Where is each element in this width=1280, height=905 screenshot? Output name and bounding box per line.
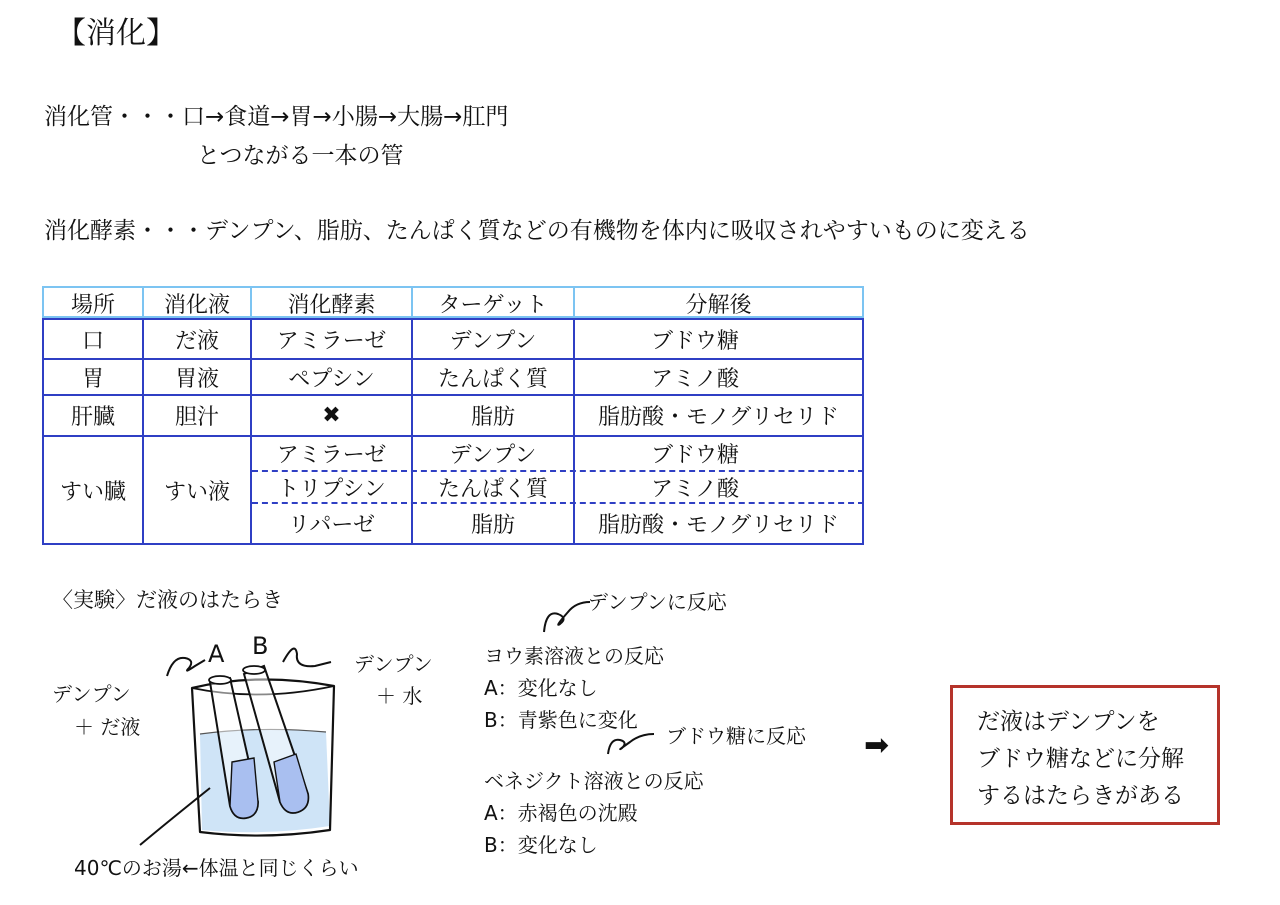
table-cell-target: 脂肪	[470, 513, 515, 538]
table-cell-target: 脂肪	[470, 405, 515, 430]
iodine-title: ヨウ素溶液との反応	[484, 644, 664, 668]
enzyme-definition: 消化酵素・・・デンプン、脂肪、たんぱく質などの有機物を体内に吸収されやすいものに変える	[44, 218, 1030, 244]
table-cell-product: アミノ酸	[650, 476, 739, 502]
table-cell-product: 脂肪酸・モノグリセリド	[598, 513, 839, 538]
table-cell-place: すい臓	[59, 479, 126, 505]
right-label-starch: デンプン	[354, 652, 433, 676]
table-cell-enzyme: ペプシン	[288, 366, 375, 392]
table-cell-enzyme: アミラーゼ	[276, 443, 387, 468]
header-target: ターゲット	[438, 292, 548, 318]
right-arrow-icon: ➡	[864, 728, 890, 763]
table-cell-product: アミノ酸	[650, 366, 739, 392]
table-cell-target: デンプン	[449, 328, 537, 354]
none-mark-icon: ✖	[322, 403, 341, 428]
table-cell-target: たんぱく質	[437, 366, 548, 392]
header-place: 場所	[70, 292, 115, 318]
table-cell-target: デンプン	[449, 443, 537, 468]
experiment-heading: 〈実験〉だ液のはたらき	[52, 588, 283, 612]
table-cell-place: 胃	[81, 366, 104, 392]
left-label-starch: デンプン	[52, 682, 131, 706]
tube-b-label: B	[252, 632, 269, 660]
table-cell-target: たんぱく質	[437, 476, 548, 502]
benedict-note: ブドウ糖に反応	[666, 724, 806, 748]
table-cell-enzyme: リパーゼ	[288, 513, 375, 538]
table-cell-enzyme: トリプシン	[277, 476, 386, 502]
table-cell-product: ブドウ糖	[650, 443, 739, 468]
table-cell-enzyme: アミラーゼ	[276, 328, 387, 354]
benedict-title: ベネジクト溶液との反応	[484, 769, 704, 793]
water-temperature-label: 40℃のお湯←体温と同じくらい	[74, 856, 359, 880]
tube-a-label: A	[208, 640, 225, 668]
digestion-table	[42, 286, 864, 545]
header-enzyme: 消化酵素	[287, 292, 376, 318]
conclusion-box	[950, 685, 1220, 825]
benedict-result-a: A：赤褐色の沈殿	[484, 801, 638, 825]
table-cell-product: ブドウ糖	[650, 328, 739, 354]
table-cell-place: 肝臓	[70, 405, 115, 430]
label-pointer-squiggles	[165, 636, 335, 686]
right-label-water: ＋ 水	[376, 684, 423, 708]
iodine-result-a: A：変化なし	[484, 676, 598, 700]
header-juice: 消化液	[163, 292, 230, 318]
digestive-tract-line2: とつながる一本の管	[197, 143, 404, 169]
conclusion-line3: するはたらきがある	[977, 783, 1184, 809]
digestive-tract-line1: 消化管・・・口→食道→胃→小腸→大腸→肛門	[44, 104, 509, 130]
header-product: 分解後	[685, 292, 752, 318]
left-label-saliva: ＋ だ液	[74, 715, 141, 739]
iodine-result-b: B：青紫色に変化	[484, 708, 638, 732]
iodine-note: デンプンに反応	[588, 590, 727, 614]
benedict-result-b: B：変化なし	[484, 833, 598, 857]
table-cell-juice: 胃液	[174, 366, 219, 392]
table-cell-juice: だ液	[174, 328, 219, 354]
table-cell-juice: すい液	[163, 479, 230, 505]
table-cell-juice: 胆汁	[174, 405, 219, 430]
conclusion-line2: ブドウ糖などに分解	[977, 746, 1184, 772]
conclusion-line1: だ液はデンプンを	[977, 709, 1160, 735]
note-squiggle	[604, 728, 660, 758]
page-title: 【消化】	[56, 16, 176, 51]
table-cell-place: 口	[81, 328, 104, 354]
table-cell-product: 脂肪酸・モノグリセリド	[598, 405, 839, 430]
